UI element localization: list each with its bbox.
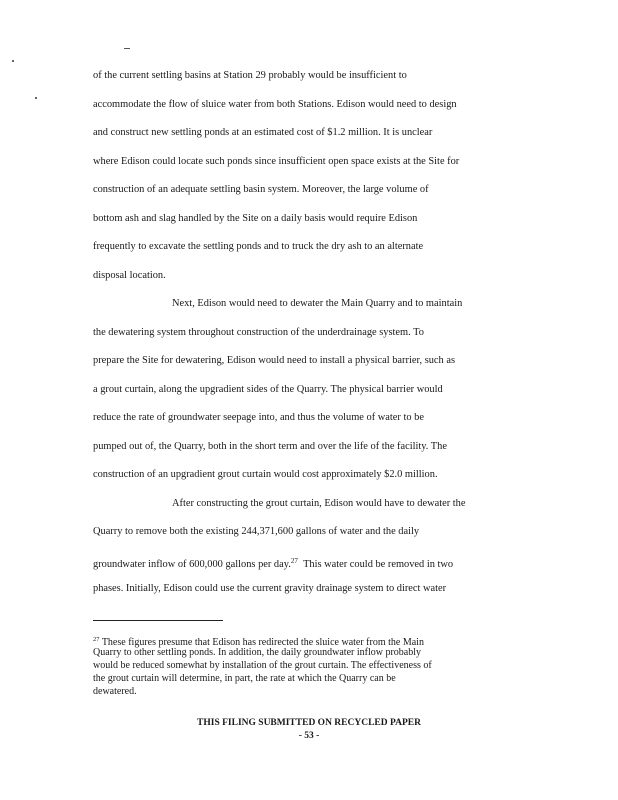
body-line-17: Quarry to remove both the existing 244,371,600 gallons of water and the daily (93, 526, 420, 537)
footnote-text: These figures presume that Edison has redirected the sluice water from the Main (101, 637, 424, 648)
body-line-2: accommodate the flow of sluice water from both Stations. Edison would need to design (93, 99, 457, 110)
body-line-6: bottom ash and slag handled by the Site on a daily basis would require Edison (93, 213, 418, 224)
scan-speck (12, 60, 14, 62)
body-line-1: of the current settling basins at Station 29 probably would be insufficient to (93, 70, 407, 81)
body-line-3: and construct new settling ponds at an estimated cost of $1.2 million. It is unclear (93, 127, 433, 138)
body-line-5: construction of an adequate settling basin system. Moreover, the large volume of (93, 184, 429, 195)
body-line-19: phases. Initially, Edison could use the current gravity drainage system to direct water (93, 583, 447, 594)
body-line-16: After constructing the grout curtain, Edison would have to dewater the (172, 498, 466, 509)
body-text: This water could be removed in two (303, 559, 454, 570)
body-line-13: reduce the rate of groundwater seepage into, and thus the volume of water to be (93, 412, 424, 423)
body-line-4: where Edison could locate such ponds since insufficient open space exists at the Site for (93, 156, 460, 167)
body-line-12: a grout curtain, along the upgradient sides of the Quarry. The physical barrier would (93, 384, 443, 395)
footnote-separator (93, 620, 223, 621)
body-line-18 (93, 555, 453, 571)
scan-speck (35, 97, 37, 99)
body-text: groundwater inflow of 600,000 gallons per day. (93, 559, 291, 570)
footnote-line-3: would be reduced somewhat by installation of the grout curtain. The effectiveness of (93, 660, 432, 671)
body-line-11: prepare the Site for dewatering, Edison would need to install a physical barrier, such as (93, 355, 455, 366)
footnote-number: 27 (93, 636, 100, 643)
body-line-15: construction of an upgradient grout curtain would cost approximately $2.0 million. (93, 469, 438, 480)
footnote-reference[interactable]: 27 (290, 557, 298, 565)
body-line-8: disposal location. (93, 270, 166, 281)
page-number: - 53 - (298, 731, 320, 741)
footnote-line-4: the grout curtain will determine, in part, the rate at which the Quarry can be (93, 673, 396, 684)
body-line-14: pumped out of, the Quarry, both in the short term and over the life of the facility. The (93, 441, 447, 452)
scan-mark (124, 48, 130, 49)
body-line-10: the dewatering system throughout construction of the underdrainage system. To (93, 327, 424, 338)
footnote-line-5: dewatered. (93, 686, 137, 697)
recycled-paper-notice: THIS FILING SUBMITTED ON RECYCLED PAPER (197, 718, 421, 728)
body-line-7: frequently to excavate the settling ponds and to truck the dry ash to an alternate (93, 241, 424, 252)
footnote-line-2: Quarry to other settling ponds. In addition, the daily groundwater inflow probably (93, 647, 421, 658)
body-line-9: Next, Edison would need to dewater the Main Quarry and to maintain (172, 298, 463, 309)
